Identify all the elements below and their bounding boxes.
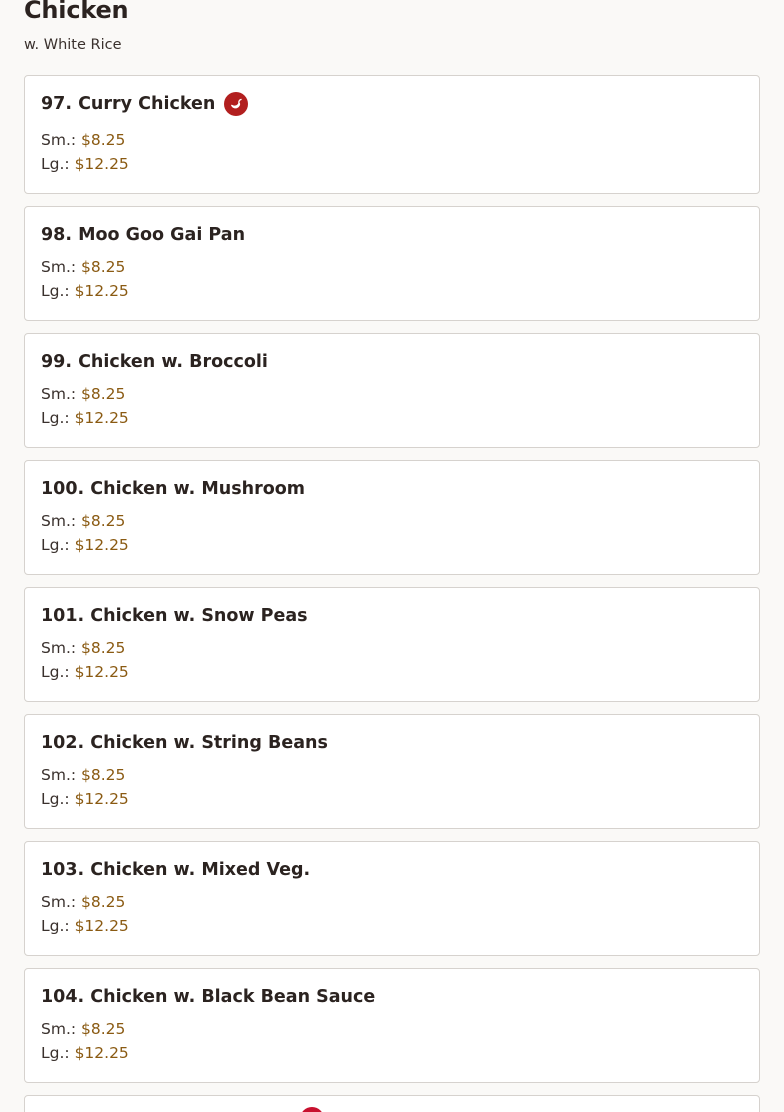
menu-item-card[interactable] <box>24 587 760 702</box>
menu-item-name: 102. Chicken w. String Beans <box>41 733 328 753</box>
menu-item-list <box>24 75 760 1095</box>
menu-item-card[interactable] <box>24 206 760 321</box>
large-price-label: Lg.: <box>41 790 70 808</box>
section-subtitle: w. White Rice <box>24 37 122 53</box>
large-price-row <box>41 1041 743 1065</box>
large-price-label: Lg.: <box>41 1044 70 1062</box>
small-price-label: Sm.: <box>41 1020 77 1038</box>
large-price-value: $12.25 <box>74 409 129 427</box>
menu-item-name: 97. Curry Chicken <box>41 94 216 114</box>
small-price-value: $8.25 <box>81 131 126 149</box>
small-price-value: $8.25 <box>81 766 126 784</box>
large-price-value: $12.25 <box>74 917 129 935</box>
small-price-value: $8.25 <box>81 258 126 276</box>
menu-item-name: 104. Chicken w. Black Bean Sauce <box>41 987 376 1007</box>
menu-item-card-partial[interactable] <box>24 1095 760 1112</box>
small-price-label: Sm.: <box>41 893 77 911</box>
small-price-label: Sm.: <box>41 131 77 149</box>
menu-item-card[interactable] <box>24 333 760 448</box>
menu-item-name: 101. Chicken w. Snow Peas <box>41 606 308 626</box>
large-price-value: $12.25 <box>74 155 129 173</box>
large-price-label: Lg.: <box>41 155 70 173</box>
large-price-label: Lg.: <box>41 282 70 300</box>
chili-pepper-icon <box>300 1107 324 1112</box>
large-price-row <box>41 914 743 938</box>
small-price-row <box>41 636 743 660</box>
large-price-row <box>41 660 743 684</box>
large-price-value: $12.25 <box>74 663 129 681</box>
small-price-row <box>41 509 743 533</box>
menu-item-name: 98. Moo Goo Gai Pan <box>41 225 246 245</box>
menu-item-name: 103. Chicken w. Mixed Veg. <box>41 860 311 880</box>
large-price-value: $12.25 <box>74 282 129 300</box>
large-price-row <box>41 533 743 557</box>
menu-item-name: 99. Chicken w. Broccoli <box>41 352 268 372</box>
small-price-value: $8.25 <box>81 1020 126 1038</box>
menu-item-card[interactable] <box>24 841 760 956</box>
large-price-row <box>41 152 743 176</box>
large-price-label: Lg.: <box>41 663 70 681</box>
small-price-row <box>41 1017 743 1041</box>
menu-item-card[interactable] <box>24 75 760 194</box>
small-price-row <box>41 890 743 914</box>
large-price-row <box>41 279 743 303</box>
small-price-label: Sm.: <box>41 639 77 657</box>
small-price-label: Sm.: <box>41 512 77 530</box>
chili-pepper-icon <box>224 92 248 116</box>
large-price-value: $12.25 <box>74 790 129 808</box>
small-price-row <box>41 128 743 152</box>
menu-item-card[interactable] <box>24 968 760 1083</box>
large-price-row <box>41 787 743 811</box>
large-price-label: Lg.: <box>41 536 70 554</box>
small-price-value: $8.25 <box>81 385 126 403</box>
small-price-value: $8.25 <box>81 639 126 657</box>
large-price-value: $12.25 <box>74 1044 129 1062</box>
small-price-row <box>41 382 743 406</box>
large-price-label: Lg.: <box>41 409 70 427</box>
small-price-label: Sm.: <box>41 258 77 276</box>
section-title: Chicken <box>24 0 129 24</box>
large-price-label: Lg.: <box>41 917 70 935</box>
small-price-value: $8.25 <box>81 893 126 911</box>
small-price-value: $8.25 <box>81 512 126 530</box>
small-price-label: Sm.: <box>41 766 77 784</box>
large-price-value: $12.25 <box>74 536 129 554</box>
small-price-label: Sm.: <box>41 385 77 403</box>
small-price-row <box>41 255 743 279</box>
large-price-row <box>41 406 743 430</box>
menu-item-name: 100. Chicken w. Mushroom <box>41 479 305 499</box>
small-price-row <box>41 763 743 787</box>
menu-item-card[interactable] <box>24 714 760 829</box>
menu-item-card[interactable] <box>24 460 760 575</box>
